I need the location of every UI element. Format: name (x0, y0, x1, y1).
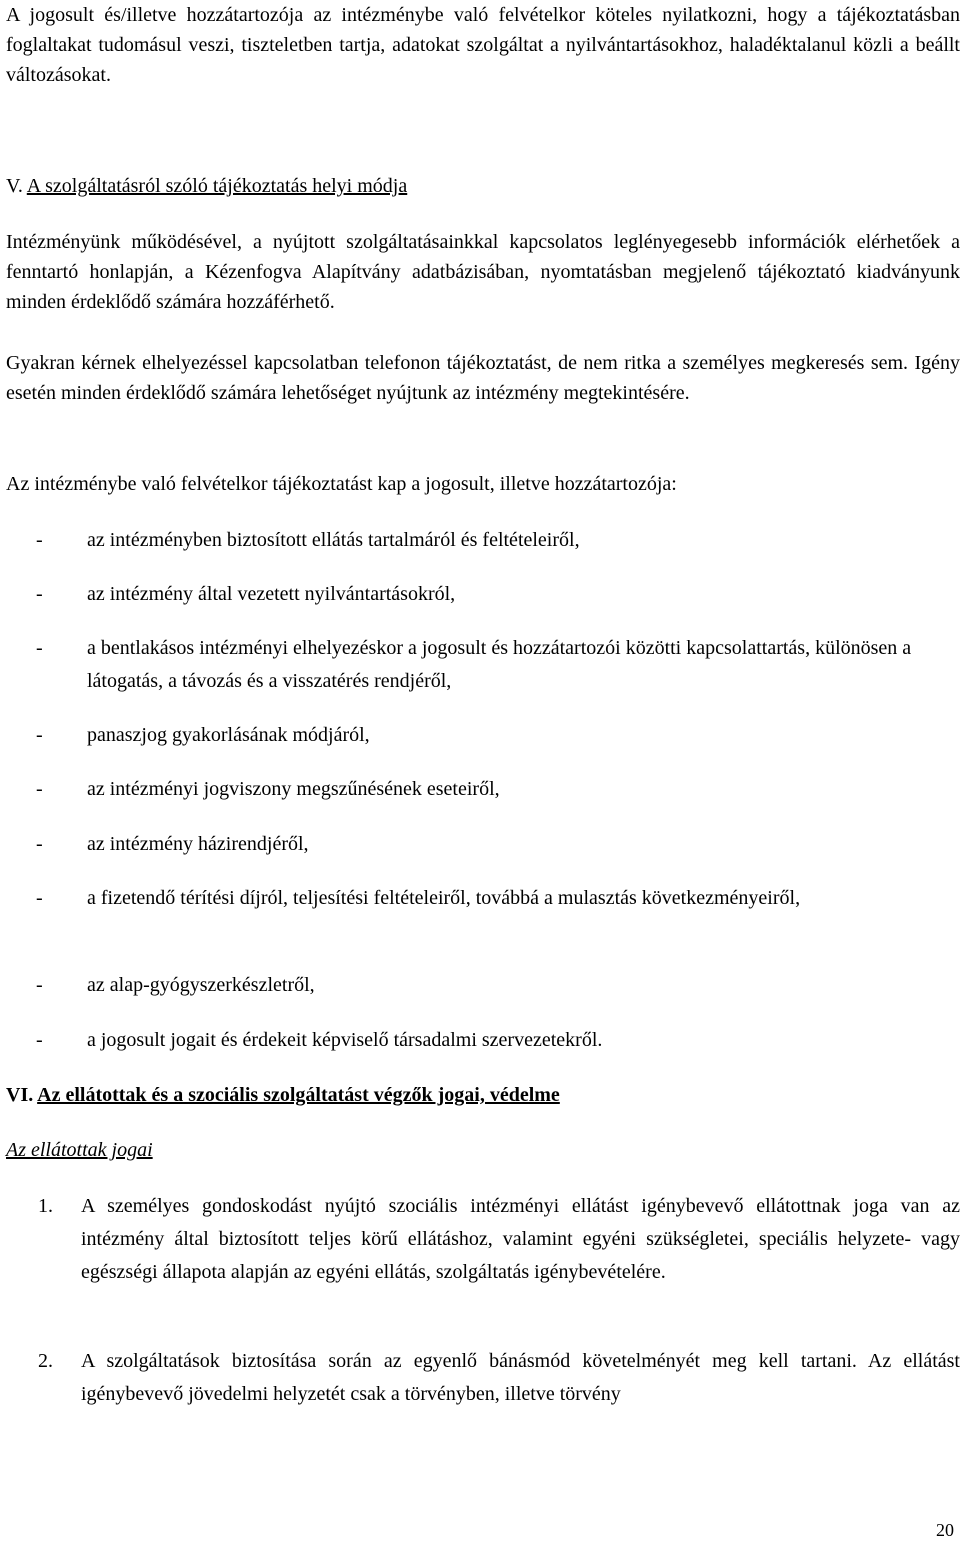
list-dash: - (36, 583, 43, 605)
section-5-paragraph-2: Gyakran kérnek elhelyezéssel kapcsolatban telefonon tájékoztatást, de nem ritka a személyes megkeresés sem. Igény esetén minden érdeklődő számára lehetőséget nyújtunk az intézmény megtekintésére. (6, 352, 960, 404)
item-number: 2. (38, 1350, 53, 1372)
page-number: 20 (936, 1520, 954, 1540)
list-item-text: panaszjog gyakorlásának módjáról, (87, 724, 370, 746)
item-text: A szolgáltatások biztosítása során az egyenlő bánásmód követelményét meg kell tartani. Az ellátást igénybevevő jövedelmi helyzetét csak a törvényben, illetve törvény (81, 1350, 960, 1405)
section-5-number: V. (6, 175, 23, 197)
section-6-title: Az ellátottak és a szociális szolgáltatást végzők jogai, védelme (37, 1084, 560, 1106)
list-dash: - (36, 1029, 43, 1051)
section-5-title: A szolgáltatásról szóló tájékoztatás helyi módja (26, 175, 408, 197)
subtitle-text: Az ellátottak jogai (6, 1139, 153, 1161)
section-6-number: VI. (6, 1084, 34, 1106)
section-6-subtitle (6, 1135, 153, 1165)
list-item-text: az intézmény házirendjéről, (87, 833, 309, 855)
list-item-text: a bentlakásos intézményi elhelyezéskor a jogosult és hozzátartozói közötti kapcsolattartás, különösen a látogatás, a távozás és a visszatérés rendjéről, (87, 637, 912, 692)
list-dash: - (36, 833, 43, 855)
section-5-heading (6, 171, 407, 201)
list-dash: - (36, 887, 43, 909)
list-item-text: az intézmény által vezetett nyilvántartásokról, (87, 583, 456, 605)
list-item-text: az intézményben biztosított ellátás tartalmáról és feltételeiről, (87, 529, 580, 551)
list-dash: - (36, 974, 43, 996)
list-item-text: a jogosult jogait és érdekeit képviselő társadalmi szervezetekről. (87, 1029, 603, 1051)
section-5-paragraph-3: Az intézménybe való felvételkor tájékoztatást kap a jogosult, illetve hozzátartozója: (6, 473, 677, 495)
item-text: A személyes gondoskodást nyújtó szociális intézményi ellátást igénybevevő ellátottnak joga van az intézmény által biztosított teljes körű ellátáshoz, valamint egyéni szükségletei, speciális helyzete- vagy egészségi állapota alapján az egyéni ellátás, szolgáltatás igénybevételére. (81, 1195, 960, 1283)
intro-paragraph: A jogosult és/illetve hozzátartozója az intézménybe való felvételkor köteles nyilatkozni, hogy a tájékoztatásban foglaltakat tudomásul veszi, tiszteletben tartja, adatokat szolgáltat a nyilvántartásokhoz, haladéktalanul közli a beállt változásokat. (6, 4, 960, 86)
list-dash: - (36, 724, 43, 746)
list-item-text: a fizetendő térítési díjról, teljesítési feltételeiről, továbbá a mulasztás következményeiről, (87, 887, 801, 909)
list-dash: - (36, 637, 43, 659)
list-dash: - (36, 529, 43, 551)
list-dash: - (36, 778, 43, 800)
item-number: 1. (38, 1195, 53, 1217)
list-item-text: az intézményi jogviszony megszűnésének eseteiről, (87, 778, 500, 800)
section-6-heading (6, 1080, 560, 1110)
list-item-text: az alap-gyógyszerkészletről, (87, 974, 315, 996)
section-5-paragraph-1: Intézményünk működésével, a nyújtott szolgáltatásainkkal kapcsolatos leglényegesebb információk elérhetőek a fenntartó honlapján, a Kézenfogva Alapítvány adatbázisában, nyomtatásban megjelenő tájékoztató kiadványunk minden érdeklődő számára hozzáférhető. (6, 231, 960, 313)
